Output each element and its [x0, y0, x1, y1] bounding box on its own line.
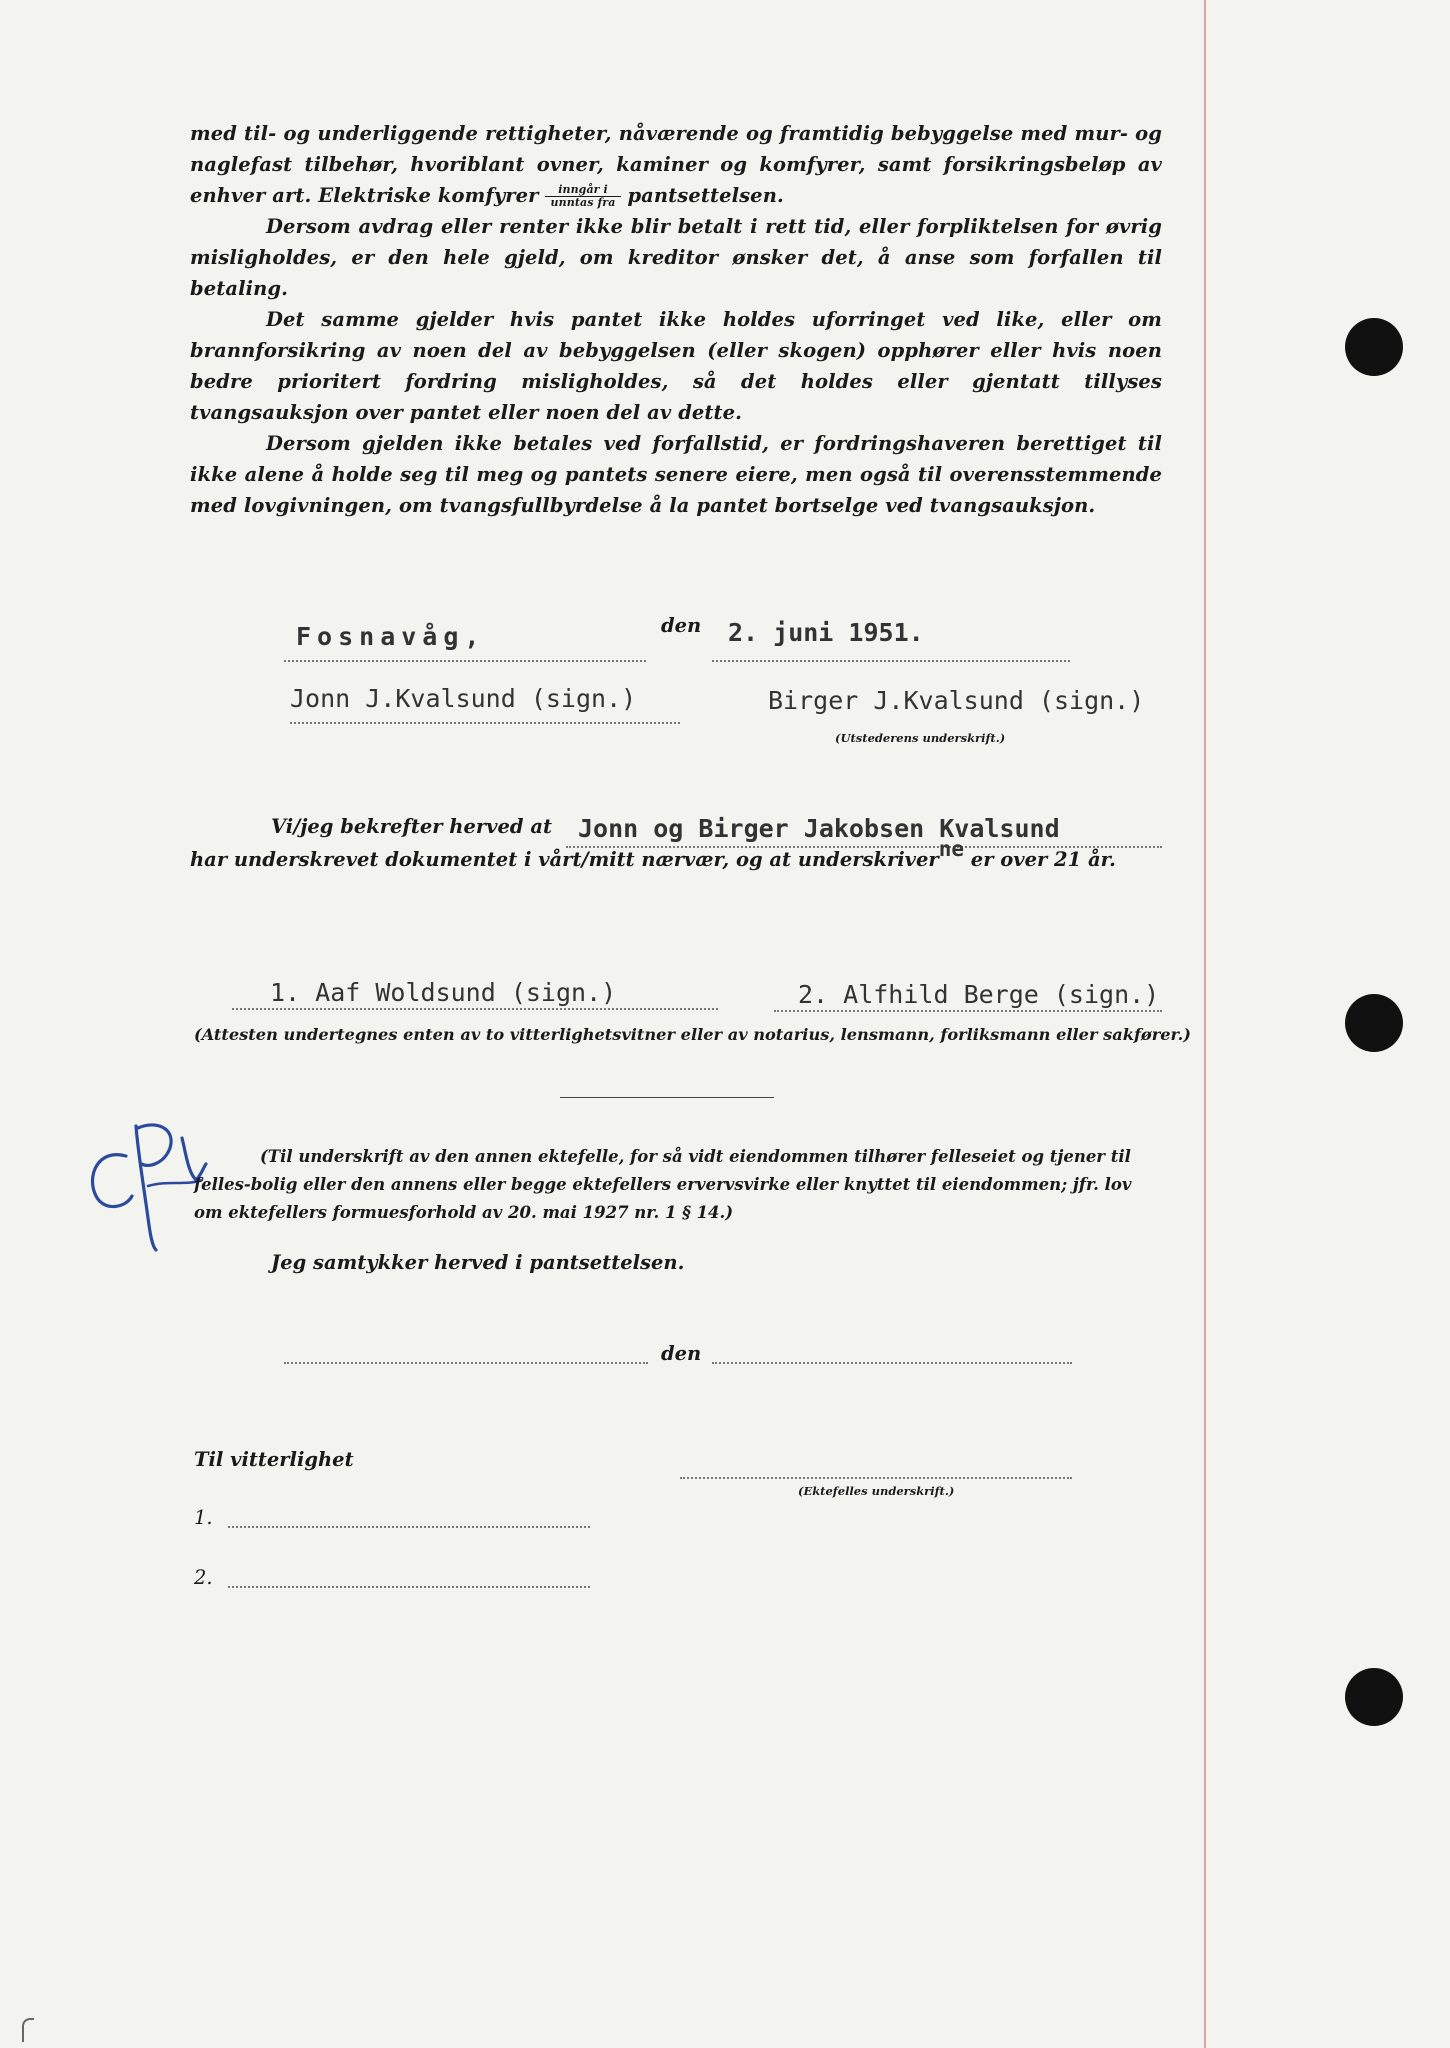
- punch-hole: [1345, 318, 1403, 376]
- section-divider: [560, 1097, 774, 1098]
- attest-caption: (Attesten undertegnes enten av to vitterlighetsvitner eller av notarius, lensmann, forliksmann eller sakfører.): [194, 1025, 1191, 1044]
- spouse-den-label: den: [661, 1342, 702, 1365]
- fraction-choice: $\frac{\text{inngår i}}{\text{unntas fra}}$: [545, 184, 622, 209]
- signer-caption: (Utstederens underskrift.): [835, 731, 1006, 745]
- witness-1: 1. Aaf Woldsund (sign.): [270, 978, 617, 1007]
- spouse-date-line: [712, 1362, 1072, 1364]
- spouse-note: (Til underskrift av den annen ektefelle, for så vidt eiendommen tilhører felleseiet og tjener til felles-bolig eller den annens eller begge ektefellers ervervsvirke eller knyttet til eiendommen; jfr. lov om ektefellers formuesforhold av 20. mai 1927 nr. 1 § 14.): [194, 1147, 1132, 1222]
- terms-paragraph-2: Dersom avdrag eller renter ikke blir betalt i rett tid, eller forpliktelsen for øvrig misligholdes, er den hele gjeld, om kreditor ønsker det, å anse som forfallen til betaling.: [190, 215, 1162, 300]
- terms-paragraph-3: Det samme gjelder hvis pantet ikke holdes uforringet ved like, eller om brannforsikring av noen del av bebyggelsen (eller skogen) opphører eller hvis noen bedre prioritert fordring misligholdes, så det holdes eller gjentatt tillyses tvangsauksjon over pantet eller noen del av dette.: [190, 308, 1162, 424]
- spouse-place-line: [284, 1362, 648, 1364]
- witness-2: 2. Alfhild Berge (sign.): [798, 980, 1160, 1009]
- witness-num-2: 2.: [194, 1566, 213, 1589]
- margin-rule: [1204, 0, 1206, 2048]
- confirm-prefix: Vi/jeg bekrefter herved at: [271, 815, 552, 838]
- signer-1-line: [290, 722, 680, 724]
- signing-place: Fosnavåg,: [296, 622, 486, 651]
- mortgage-terms: [190, 118, 1162, 521]
- spouse-witness-1-line: [228, 1526, 590, 1528]
- confirm-line-2: har underskrevet dokumentet i vårt/mitt nærvær, og at underskriverne er over 21 år.: [190, 837, 1116, 871]
- corner-mark: [22, 2018, 34, 2042]
- punch-hole: [1345, 1668, 1403, 1726]
- handwritten-cfr-mark: [78, 1068, 208, 1258]
- punch-hole: [1345, 994, 1403, 1052]
- confirmed-names: Jonn og Birger Jakobsen Kvalsund: [578, 814, 1060, 843]
- til-vitterlighet: Til vitterlighet: [194, 1448, 354, 1471]
- den-label: den: [661, 614, 702, 637]
- spouse-signature-line: [680, 1477, 1072, 1479]
- spouse-consent: Jeg samtykker herved i pantsettelsen.: [271, 1251, 685, 1274]
- overtyped-suffix: ne: [938, 837, 964, 861]
- signer-1: Jonn J.Kvalsund (sign.): [290, 684, 637, 713]
- witness-2-line: [774, 1010, 1162, 1012]
- terms-paragraph-4: Dersom gjelden ikke betales ved forfallstid, er fordringshaveren berettiget til ikke alene å holde seg til meg og pantets senere eiere, men også til overensstemmende med lovgivningen, om tvangsfullbyrdelse å la pantet bortselge ved tvangsauksjon.: [190, 432, 1162, 517]
- spouse-witness-2-line: [228, 1586, 590, 1588]
- terms-paragraph-1: med til- og underliggende rettigheter, nåværende og framtidig bebyggelse med mur- og naglefast tilbehør, hvoriblant ovner, kaminer og komfyrer, samt forsikringsbeløp av enhver art. Elektriske komfyrer $\frac{\text{inngår i}}{\text{unntas fra}}$ pantsettelsen.: [190, 122, 1162, 209]
- signing-date: 2. juni 1951.: [728, 618, 924, 647]
- place-line: [284, 660, 646, 662]
- witness-1-line: [232, 1008, 718, 1010]
- witness-num-1: 1.: [194, 1506, 213, 1529]
- signer-2: Birger J.Kvalsund (sign.): [768, 686, 1145, 715]
- spouse-caption: (Ektefelles underskrift.): [798, 1484, 955, 1498]
- date-line: [712, 660, 1070, 662]
